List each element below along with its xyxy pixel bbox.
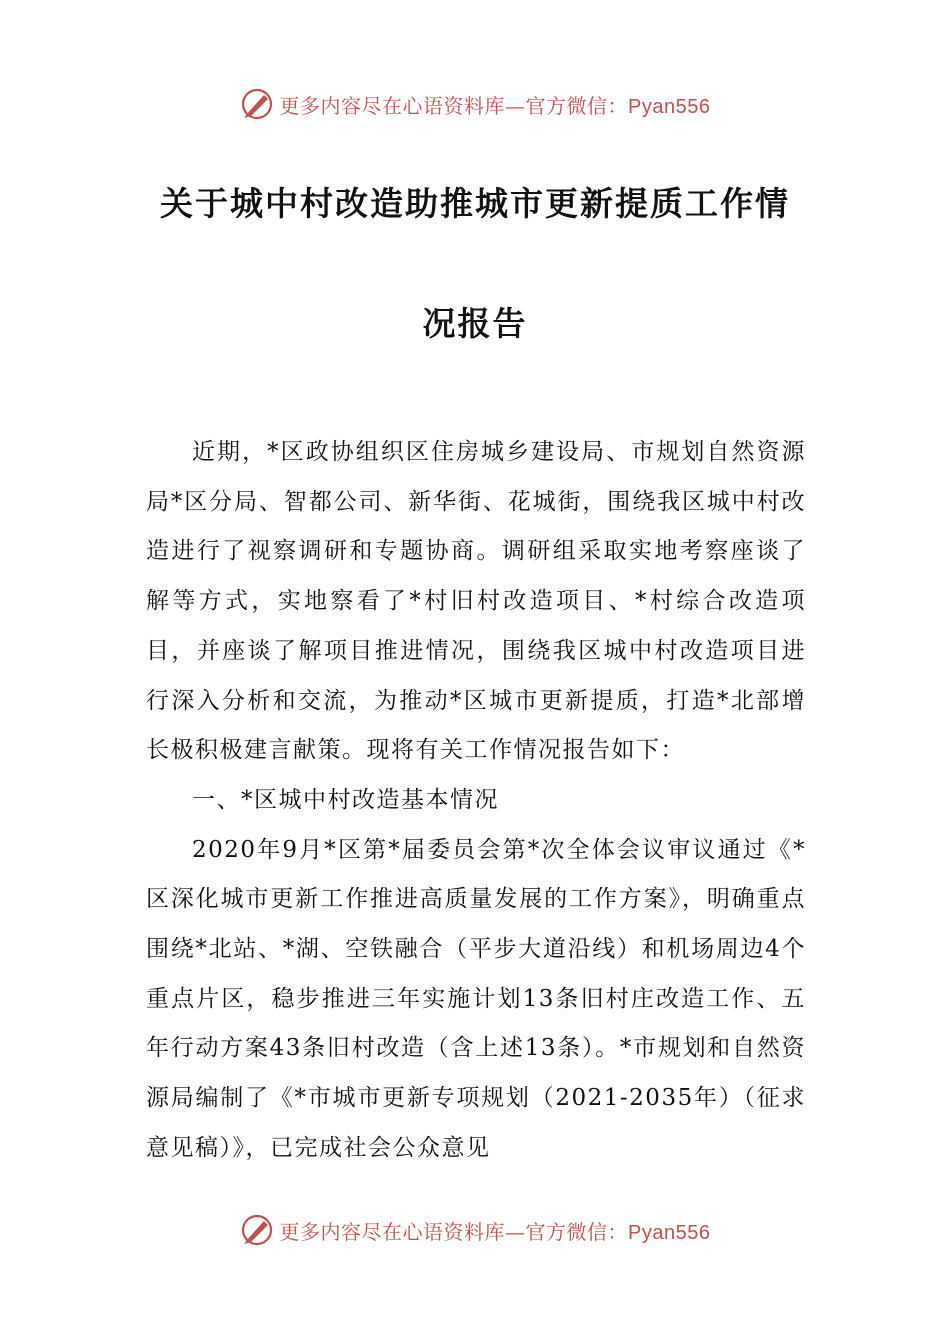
section-heading: 一、*区城中村改造基本情况 (192, 786, 499, 813)
pen-logo-icon (240, 1213, 274, 1247)
watermark-footer (0, 1210, 950, 1250)
document-body (146, 428, 806, 1174)
document-title-line1: 关于城中村改造助推城市更新提质工作情 (160, 184, 790, 223)
watermark-text: 更多内容尽在心语资料库—官方微信：Pyan556 (279, 1219, 711, 1244)
document-title-line2: 况报告 (422, 304, 528, 343)
paragraph-background: 2020年9月*区第*届委员会第*次全体会议审议通过《*区深化城市更新工作推进高质量发展的工作方案》，明确重点围绕*北站、*湖、空铁融合（平步大道沿线）和机场周边4个重点片区，稳步推进三年实施计划13条旧村庄改造工作、五年行动方案43条旧村改造（含上述13条）。*市规划和自然资源局编制了《*市城市更新专项规划（2021-2035年）（征求意见稿）》，已完成社会公众意见 (146, 836, 806, 1161)
watermark-header (0, 84, 950, 124)
watermark-text: 更多内容尽在心语资料库—官方微信：Pyan556 (279, 93, 711, 118)
paragraph-intro: 近期，*区政协组织区住房城乡建设局、市规划自然资源局*区分局、智都公司、新华街、花城街，围绕我区城中村改造进行了视察调研和专题协商。调研组采取实地考察座谈了解等方式，实地察看了*村旧村改造项目、*村综合改造项目，并座谈了解项目推进情况，围绕我区城中村改造项目进行深入分析和交流，为推动*区城市更新提质，打造*北部增长极积极建言献策。现将有关工作情况报告如下： (146, 439, 806, 764)
pen-logo-icon (240, 87, 274, 121)
